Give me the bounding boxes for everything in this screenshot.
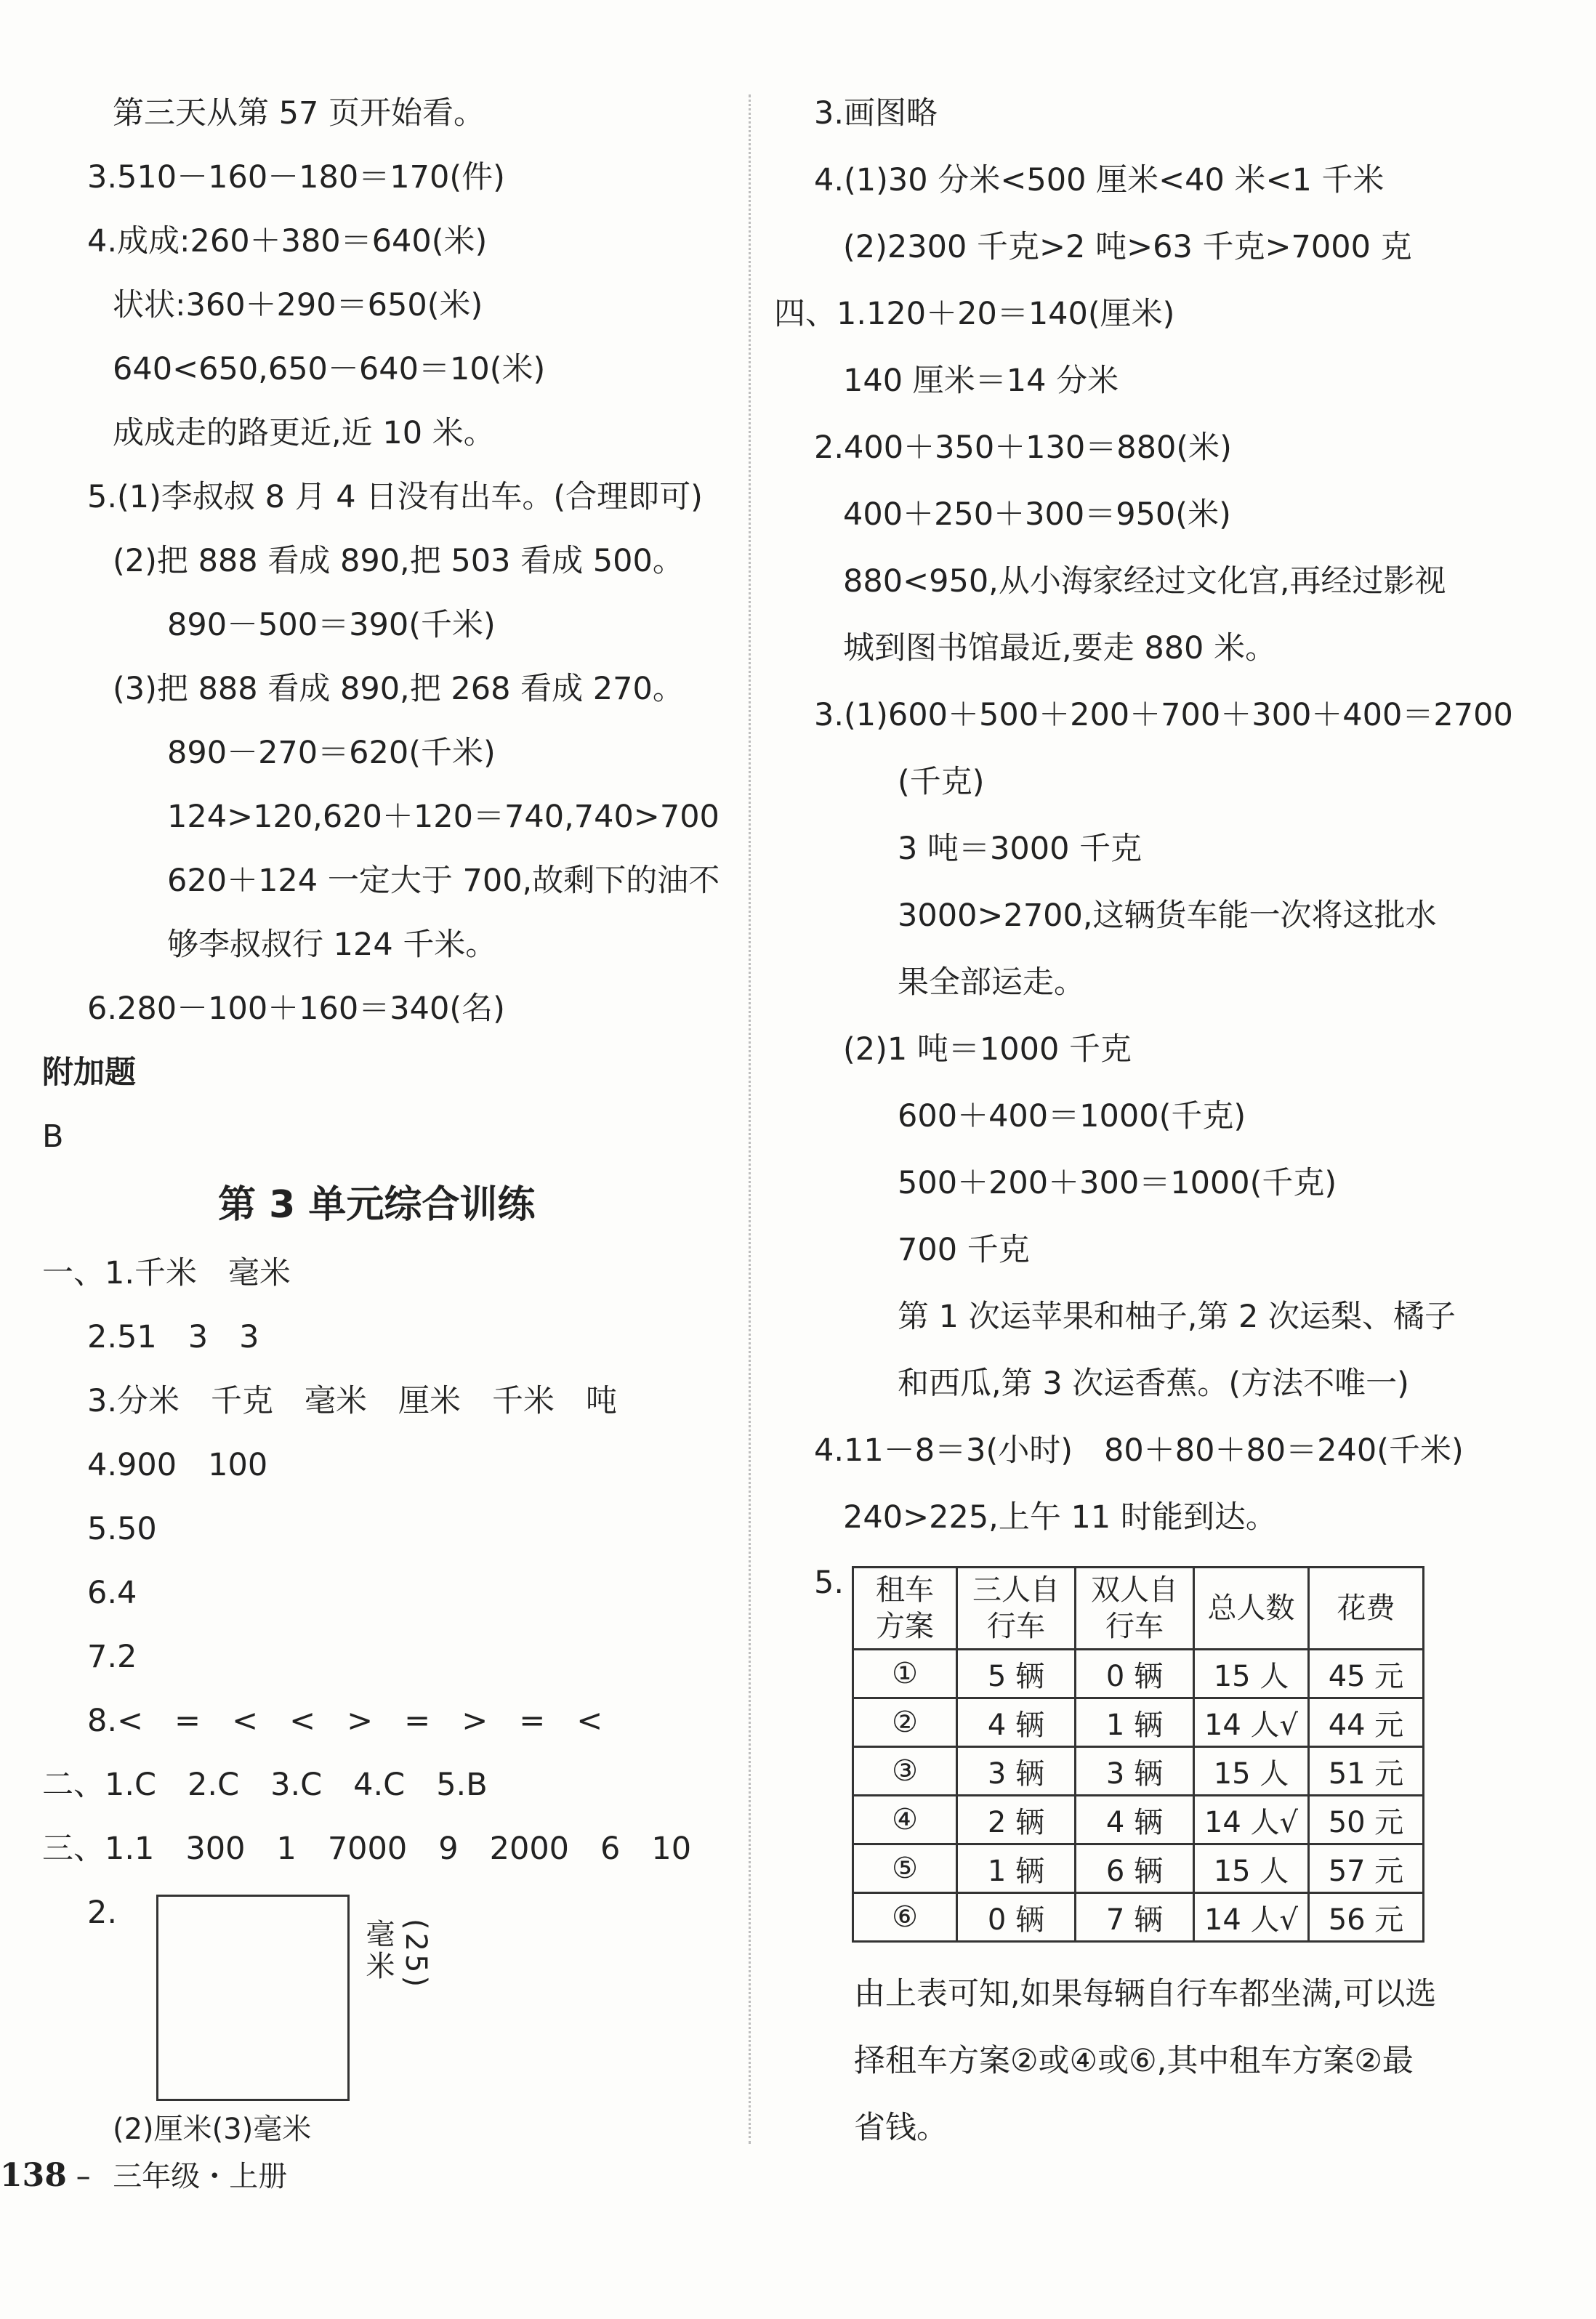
table-row: [853, 1650, 1424, 1698]
table-header: 双人自行车: [1076, 1568, 1194, 1650]
answer-line: 6.4: [87, 1575, 137, 1611]
figure-caption: (2)厘米(3)毫米: [113, 2113, 312, 2146]
grade-label: 三年级・上册: [113, 2160, 288, 2193]
rental-plan-table: [852, 1566, 1424, 1943]
table-cell: ③: [853, 1747, 957, 1796]
answer-line: (千克): [898, 764, 985, 800]
table-cell: ⑥: [853, 1893, 957, 1942]
table-row: [853, 1747, 1424, 1796]
answer-line: 4.(1)30 分米<500 厘米<40 米<1 千米: [814, 162, 1385, 198]
table-cell: 45 元: [1309, 1650, 1424, 1698]
table-cell: 0 辆: [957, 1893, 1076, 1942]
page-number: 138: [0, 2157, 67, 2194]
table-row: [853, 1796, 1424, 1844]
table-cell: 3 辆: [957, 1747, 1076, 1796]
conclusion-line: 省钱。: [854, 2110, 948, 2146]
answer-line: 7.2: [87, 1639, 137, 1675]
answer-line: 2.: [87, 1895, 118, 1931]
table-cell: 0 辆: [1076, 1650, 1194, 1698]
table-cell: 15 人: [1194, 1650, 1309, 1698]
unit-title: 第 3 单元综合训练: [218, 1183, 536, 1227]
answer-line: 600＋400＝1000(千克): [898, 1098, 1246, 1134]
table-cell: 57 元: [1309, 1844, 1424, 1893]
answer-line: 3.(1)600＋500＋200＋700＋300＋400＝2700: [814, 697, 1513, 733]
answer-line: 880<950,从小海家经过文化宫,再经过影视: [843, 563, 1446, 600]
answer-line: 620＋124 一定大于 700,故剩下的油不: [167, 863, 720, 899]
table-cell: ⑤: [853, 1844, 957, 1893]
answer-line: 够李叔叔行 124 千米。: [167, 927, 497, 963]
answer-line: 4.成成:260＋380＝640(米): [87, 223, 488, 259]
answer-line: 3.画图略: [814, 95, 938, 132]
answer-line: 4.11－8＝3(小时) 80＋80＋80＝240(千米): [814, 1432, 1464, 1469]
table-cell: 5 辆: [957, 1650, 1076, 1698]
table-cell: 15 人: [1194, 1844, 1309, 1893]
rectangle-side-label: (25)毫米: [361, 1919, 432, 1991]
answer-line: 5.: [814, 1565, 845, 1601]
table-header-row: [853, 1568, 1424, 1650]
table-cell: 4 辆: [957, 1698, 1076, 1747]
answer-line: 成成走的路更近,近 10 米。: [113, 415, 495, 451]
answer-line: (2)2300 千克>2 吨>63 千克>7000 克: [843, 229, 1412, 265]
conclusion-line: 择租车方案②或④或⑥,其中租车方案②最: [854, 2043, 1414, 2079]
answer-line: (2)1 吨＝1000 千克: [843, 1031, 1132, 1068]
answer-line: 124>120,620＋120＝740,740>700: [167, 799, 720, 835]
table-cell: 1 辆: [957, 1844, 1076, 1893]
table-header: 三人自行车: [957, 1568, 1076, 1650]
table-row: [853, 1844, 1424, 1893]
table-cell: 6 辆: [1076, 1844, 1194, 1893]
table-cell: 51 元: [1309, 1747, 1424, 1796]
table-cell: 15 人: [1194, 1747, 1309, 1796]
table-cell: 2 辆: [957, 1796, 1076, 1844]
answer-line: 5.50: [87, 1511, 157, 1547]
table-cell: 7 辆: [1076, 1893, 1194, 1942]
table-row: [853, 1893, 1424, 1942]
table-cell: 3 辆: [1076, 1747, 1194, 1796]
answer-line: 890－500＝390(千米): [167, 607, 496, 643]
table-cell: 56 元: [1309, 1893, 1424, 1942]
answer-line: 5.(1)李叔叔 8 月 4 日没有出车。(合理即可): [87, 479, 703, 515]
answer-line: 2.51 3 3: [87, 1319, 259, 1355]
answer-line: 四、1.120＋20＝140(厘米): [774, 296, 1175, 332]
answer-line: 3000>2700,这辆货车能一次将这批水: [898, 898, 1437, 934]
answer-line: 3.分米 千克 毫米 厘米 千米 吨: [87, 1383, 618, 1419]
answer-line: 140 厘米＝14 分米: [843, 363, 1119, 399]
table-cell: 14 人√: [1194, 1698, 1309, 1747]
drawn-rectangle: [156, 1895, 350, 2101]
table-cell: 50 元: [1309, 1796, 1424, 1844]
bonus-heading: 附加题: [42, 1054, 136, 1091]
table-cell: ④: [853, 1796, 957, 1844]
table-cell: 14 人√: [1194, 1796, 1309, 1844]
table-cell: ①: [853, 1650, 957, 1698]
answer-line: 一、1.千米 毫米: [42, 1255, 291, 1291]
table-cell: ②: [853, 1698, 957, 1747]
table-cell: 1 辆: [1076, 1698, 1194, 1747]
table-row: [853, 1698, 1424, 1747]
table-header: 花费: [1309, 1568, 1424, 1650]
answer-line: B: [42, 1118, 64, 1155]
table-header: 总人数: [1194, 1568, 1309, 1650]
answer-line: 第 1 次运苹果和柚子,第 2 次运梨、橘子: [898, 1299, 1456, 1335]
answer-line: 二、1.C 2.C 3.C 4.C 5.B: [42, 1767, 488, 1803]
answer-line: 和西瓜,第 3 次运香蕉。(方法不唯一): [898, 1366, 1409, 1402]
answer-line: 3 吨＝3000 千克: [898, 831, 1142, 867]
page-footer: [0, 2153, 287, 2195]
conclusion-line: 由上表可知,如果每辆自行车都坐满,可以选: [854, 1976, 1437, 2012]
answer-line: 640<650,650－640＝10(米): [113, 351, 546, 387]
answer-line: 700 千克: [898, 1232, 1030, 1268]
column-divider: [749, 94, 751, 2144]
answer-line: (3)把 888 看成 890,把 268 看成 270。: [113, 671, 684, 707]
footer-dash: –: [66, 2160, 100, 2193]
answer-line: 第三天从第 57 页开始看。: [113, 95, 485, 132]
answer-line: 状状:360＋290＝650(米): [113, 287, 483, 323]
answer-line: 三、1.1 300 1 7000 9 2000 6 10: [42, 1831, 692, 1867]
answer-line: 4.900 100: [87, 1447, 268, 1483]
answer-line: 城到图书馆最近,要走 880 米。: [843, 630, 1277, 666]
answer-line: (2)把 888 看成 890,把 503 看成 500。: [113, 543, 684, 579]
answer-line: 6.280－100＋160＝340(名): [87, 991, 505, 1027]
table-cell: 14 人√: [1194, 1893, 1309, 1942]
answer-line: 400＋250＋300＝950(米): [843, 496, 1231, 533]
table-cell: 4 辆: [1076, 1796, 1194, 1844]
answer-line: 果全部运走。: [898, 964, 1085, 1001]
answer-line: 3.510－160－180＝170(件): [87, 159, 505, 195]
answer-line: 890－270＝620(千米): [167, 735, 496, 771]
answer-line: 500＋200＋300＝1000(千克): [898, 1165, 1337, 1201]
answer-line: 240>225,上午 11 时能到达。: [843, 1499, 1277, 1536]
answer-line: 8.< = < < > = > = <: [87, 1703, 603, 1739]
table-header: 租车方案: [853, 1568, 957, 1650]
answer-line: 2.400＋350＋130＝880(米): [814, 429, 1232, 466]
table-cell: 44 元: [1309, 1698, 1424, 1747]
